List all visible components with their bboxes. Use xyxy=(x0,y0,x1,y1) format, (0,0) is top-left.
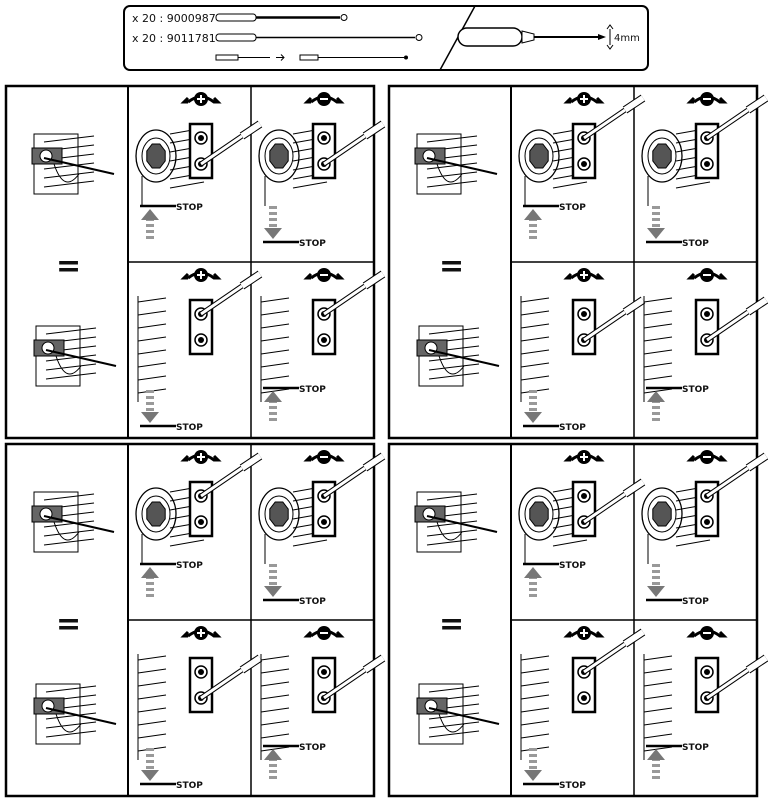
equals-sign: = xyxy=(56,607,82,642)
equals-sign: = xyxy=(439,249,465,284)
quadrants xyxy=(6,86,766,796)
stop-label: STOP xyxy=(176,423,203,433)
equals-sign: = xyxy=(56,249,82,284)
stop-label: STOP xyxy=(299,743,326,753)
quadrant-top-left xyxy=(6,86,383,438)
tool-code-2: x 20 : 9011781 xyxy=(132,32,216,45)
stop-label: STOP xyxy=(682,239,709,249)
tools-panel xyxy=(124,6,648,70)
stop-label: STOP xyxy=(559,561,586,571)
equals-sign: = xyxy=(439,607,465,642)
stop-label: STOP xyxy=(176,781,203,791)
stop-label: STOP xyxy=(559,423,586,433)
stop-label: STOP xyxy=(559,781,586,791)
stop-label: STOP xyxy=(299,597,326,607)
stop-label: STOP xyxy=(682,385,709,395)
stop-label: STOP xyxy=(682,597,709,607)
stop-label: STOP xyxy=(299,385,326,395)
quadrant-top-right xyxy=(389,86,766,438)
screwdriver-size: 4mm xyxy=(614,33,640,44)
stop-label: STOP xyxy=(176,561,203,571)
stop-label: STOP xyxy=(559,203,586,213)
tool-code-1: x 20 : 9000987 xyxy=(132,12,216,25)
quadrant-bottom-right xyxy=(389,444,766,796)
quadrant-bottom-left xyxy=(6,444,383,796)
stop-label: STOP xyxy=(682,743,709,753)
stop-label: STOP xyxy=(299,239,326,249)
stop-label: STOP xyxy=(176,203,203,213)
